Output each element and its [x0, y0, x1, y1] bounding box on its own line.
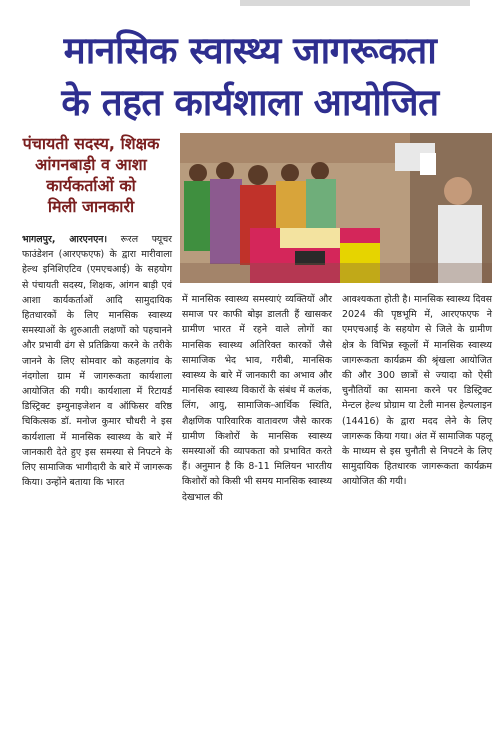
dateline: भागलपुर, आरएनएन।	[22, 234, 108, 245]
workshop-photo	[180, 133, 492, 283]
article-column-3	[342, 292, 492, 490]
top-rule	[240, 0, 470, 6]
subheadline-line-1: पंचायती सदस्य, शिक्षक	[22, 134, 160, 153]
article-column-2-text: में मानसिक स्वास्थ्य समस्याएं व्यक्तियों और समाज पर काफी बोझ डालती हैं खासकर ग्रामीण भारत में रहने वाले लोगों का मानसिक स्वास्थ्य अतिरिक्त कारकों जैसे सामाजिक भेद भाव, गरीबी, मानसिक स्वास्थ्य के बारे में जानकारी का अभाव और मानसिक स्वास्थ्य विकारों के संबंध में कलंक, लिंग, आयु, सामाजिक-आर्थिक स्थिति, शैक्षणिक पारिवारिक वातावरण जैसे कारक ग्रामीण किशोरों के मानसिक स्वास्थ्य समस्याओं की व्यापकता को प्रभावित करते हैं। अनुमान है कि 8-11 मिलियन भारतीय किशोरों को किसी भी समय मानसिक स्वास्थ्य देखभाल की	[182, 294, 333, 503]
headline-line-1: मानसिक स्वास्थ्य जागरूकता	[63, 29, 437, 72]
article-column-1-text	[22, 232, 172, 490]
subheadline-line-3: कार्यकर्ताओं को	[46, 176, 136, 195]
article-column-3-text: आवश्यकता होती है। मानसिक स्वास्थ्य दिवस 2024 की पृष्ठभूमि में, आरएफएफ ने एमएचआई के सहयोग से जिले के ग्रामीण क्षेत्र के विभिन्न स्कूलों में मानसिक स्वास्थ्य जागरूकता कार्यक्रम की श्रृंखला आयोजित की और 300 छात्रों से ज्यादा को ऐसी चुनौतियों का सामना करने पर डिस्ट्रिक्ट मेन्टल हेल्थ प्रोग्राम या टेली मानस हेल्पलाइन (14416) के द्वारा मदद लेने के लिए जागरूक किया गया। अंत में सामाजिक पहलू के माध्यम से इस चुनौती से निपटने के लिए सामुदायिक हितधारक जागरूकता कार्यक्रम आयोजित की गयी।	[342, 294, 492, 488]
article-column-1-body: रूरल फ्यूचर फाउंडेशन (आरएफएफ) के द्वारा मारीवाला हेल्थ इनिशिएटिव (एमएचआई) के सहयोग से पंचायती सदस्य, शिक्षक, आंगन बाड़ी एवं आशा कार्यकर्ताओं आदि सामुदायिक हितधारकों के लिए मानसिक स्वास्थ्य समस्याओं के शुरुआती लक्षणों को पहचानने और प्रभावी ढंग से प्रतिक्रिया करने के तरीके जानने के लिए सोमवार को कहलगांव के नंदगोला ग्राम में जागरूकता कार्यशाला आयोजित की गयी। कार्यशाला में रिटायर्ड डिस्ट्रिक्ट इम्युनाइजेशन व ऑफिसर वरिष्ठ चिकित्सक डॉ. मनोज कुमार चौधरी ने इस कार्यशाला में मानसिक स्वास्थ्य के बारे में जानकारी देते हुए इस समस्या से निपटने के लिए सामाजिक भागीदारी के बारे में जागरूक किया। उन्होंने बताया कि भारत	[22, 234, 172, 489]
subheadline-line-2: आंगनबाड़ी व आशा	[35, 155, 147, 174]
subheadline-line-4: मिली जानकारी	[47, 197, 135, 216]
article-column-1	[22, 232, 172, 490]
headline-line-2: के तहत कार्यशाला आयोजित	[61, 81, 439, 124]
article-column-2	[182, 292, 332, 505]
workshop-photo-illustration	[180, 133, 492, 283]
subheadline	[12, 133, 170, 217]
